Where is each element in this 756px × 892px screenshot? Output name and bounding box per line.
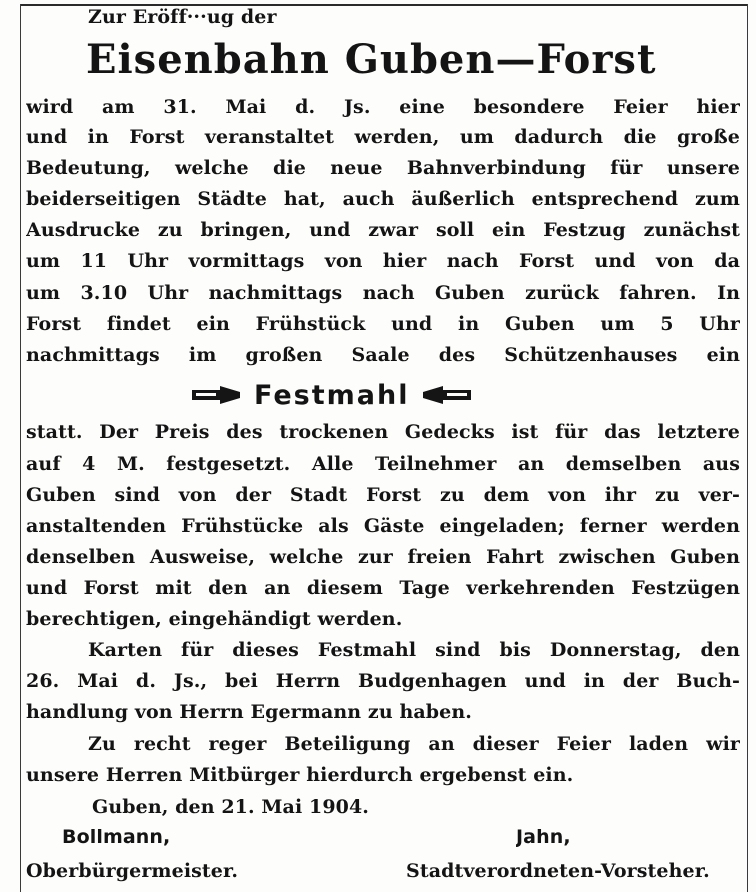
- signatory-role-left: Oberbürgermeister.: [26, 860, 239, 882]
- text-line: und in Forst veranstaltet werden, um dadurch die große: [26, 126, 740, 148]
- left-border-rule: [20, 4, 21, 892]
- text-line: wird am 31. Mai d. Js. eine besondere Feier hier: [26, 96, 740, 118]
- text-line: Forst findet ein Frühstück und in Guben um 5 Uhr: [26, 313, 740, 335]
- notice-title: Eisenbahn Guben—Forst: [86, 36, 657, 83]
- text-line: denselben Ausweise, welche zur freien Fahrt zwischen Guben: [26, 546, 740, 568]
- text-line: unsere Herren Mitbürger hierdurch ergebenst ein.: [26, 764, 574, 786]
- text-line: auf 4 M. festgesetzt. Alle Teilnehmer an demselben aus: [26, 453, 740, 475]
- text-line: berechtigen, eingehändigt werden.: [26, 608, 403, 630]
- text-line: Karten für dieses Festmahl sind bis Donnerstag, den: [88, 639, 740, 661]
- text-line: statt. Der Preis des trockenen Gedecks ist für das letztere: [26, 421, 740, 443]
- festmahl-label: Festmahl: [254, 379, 410, 411]
- text-line: 26. Mai d. Js., bei Herrn Budgenhagen und in der Buch-: [26, 670, 740, 692]
- text-line: Guben sind von der Stadt Forst zu dem von ihr zu ver-: [26, 484, 740, 506]
- notice-overline: Zur Eröff···ug der: [88, 6, 277, 28]
- text-line: Bedeutung, welche die neue Bahnverbindung für unsere: [26, 157, 740, 179]
- signatory-role-right: Stadtverordneten-Vorsteher.: [406, 860, 710, 882]
- text-line: um 11 Uhr vormittags von hier nach Forst und von da: [26, 250, 740, 272]
- signatory-name-right: Jahn,: [516, 826, 571, 848]
- text-line: um 3.10 Uhr nachmittags nach Guben zurück fahren. In: [26, 282, 740, 304]
- signatory-name-left: Bollmann,: [62, 826, 171, 848]
- pointing-hand-left-icon: [421, 384, 473, 406]
- pointing-hand-right-icon: [190, 384, 242, 406]
- text-line: handlung von Herrn Egermann zu haben.: [26, 701, 472, 723]
- text-line: anstaltenden Frühstücke als Gäste eingeladen; ferner werden: [26, 515, 740, 537]
- festmahl-heading: [190, 380, 473, 410]
- text-line: beiderseitigen Städte hat, auch äußerlich entsprechend zum: [26, 188, 740, 210]
- text-line: Zu recht reger Beteiligung an dieser Feier laden wir: [88, 733, 740, 755]
- text-line: und Forst mit den an diesem Tage verkehrenden Festzügen: [26, 577, 740, 599]
- text-line: nachmittags im großen Saale des Schützenhauses ein: [26, 344, 740, 366]
- text-line: Ausdrucke zu bringen, und zwar soll ein Festzug zunächst: [26, 219, 740, 241]
- dateline: Guben, den 21. Mai 1904.: [92, 796, 369, 818]
- right-border-rule: [747, 4, 748, 892]
